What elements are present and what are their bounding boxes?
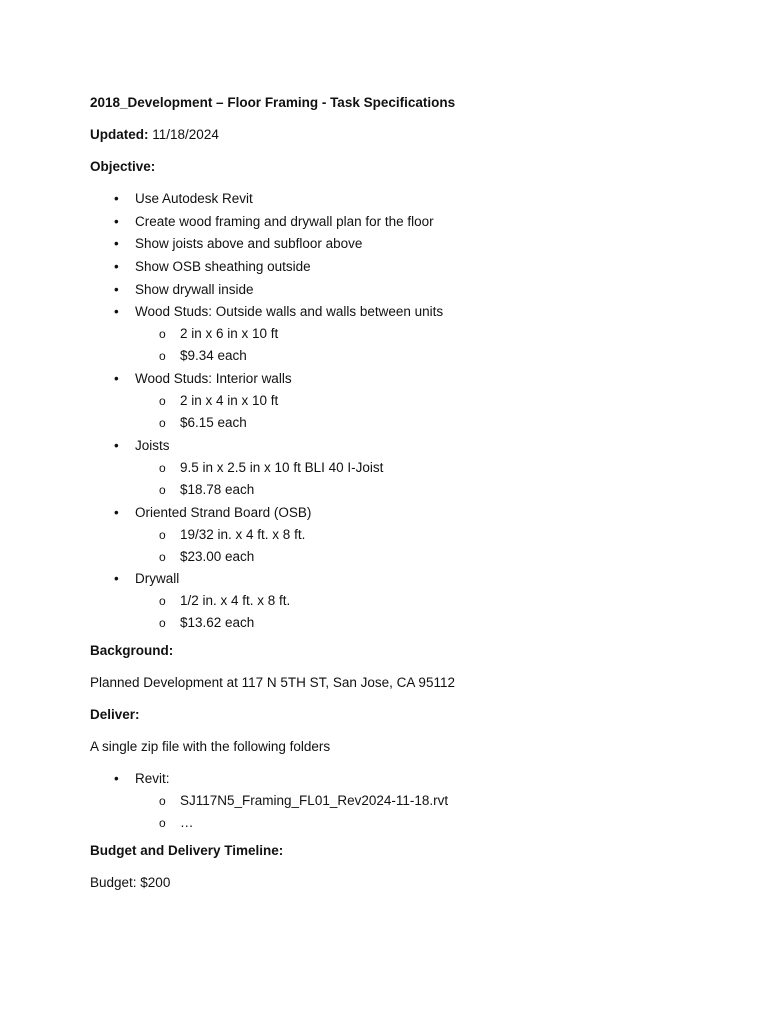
sub-list-item-text: … bbox=[180, 815, 194, 831]
bullet-icon: • bbox=[114, 371, 119, 387]
sub-list bbox=[135, 459, 690, 499]
bullet-icon: • bbox=[114, 191, 119, 206]
list-item bbox=[90, 303, 690, 365]
sub-list bbox=[135, 392, 690, 432]
deliver-heading: Deliver: bbox=[90, 707, 140, 723]
circle-bullet-icon: o bbox=[159, 594, 166, 609]
circle-bullet-icon: o bbox=[159, 460, 166, 475]
sub-list-item bbox=[135, 325, 690, 343]
background-heading: Background: bbox=[90, 643, 174, 659]
sub-list-item bbox=[135, 614, 690, 632]
sub-list-item-text: $6.15 each bbox=[180, 415, 247, 431]
document-title: 2018_Development – Floor Framing - Task Specifications bbox=[90, 95, 456, 110]
sub-list-item-text: $23.00 each bbox=[180, 548, 255, 564]
bullet-icon: • bbox=[114, 437, 119, 453]
list-item bbox=[90, 190, 690, 208]
list-item bbox=[90, 570, 690, 632]
budget-text: Budget: $200 bbox=[90, 875, 171, 891]
list-item-text: Show joists above and subfloor above bbox=[135, 236, 363, 252]
list-item bbox=[90, 370, 690, 432]
list-item bbox=[90, 504, 690, 566]
updated-date: 11/18/2024 bbox=[152, 127, 219, 142]
circle-bullet-icon: o bbox=[159, 616, 166, 631]
sub-list bbox=[135, 325, 690, 365]
sub-list-item-text: 1/2 in. x 4 ft. x 8 ft. bbox=[180, 593, 291, 609]
list-item bbox=[90, 258, 690, 276]
sub-list-item-text: $9.34 each bbox=[180, 348, 247, 364]
circle-bullet-icon: o bbox=[159, 349, 166, 364]
list-item-text: Create wood framing and drywall plan for the floor bbox=[135, 213, 434, 229]
list-item-text: Joists bbox=[135, 437, 170, 453]
circle-bullet-icon: o bbox=[159, 816, 166, 831]
list-item-text: Oriented Strand Board (OSB) bbox=[135, 504, 312, 520]
sub-list-item bbox=[135, 814, 690, 832]
sub-list bbox=[135, 526, 690, 566]
circle-bullet-icon: o bbox=[159, 327, 166, 342]
updated-line bbox=[90, 126, 690, 144]
objective-heading: Objective: bbox=[90, 159, 156, 174]
sub-list-item-text: SJ117N5_Framing_FL01_Rev2024-11-18.rvt bbox=[180, 793, 449, 809]
sub-list-item bbox=[135, 481, 690, 499]
sub-list-item bbox=[135, 592, 690, 610]
sub-list-item bbox=[135, 548, 690, 566]
sub-list-item-text: 9.5 in x 2.5 in x 10 ft BLI 40 I-Joist bbox=[180, 459, 384, 475]
bullet-icon: • bbox=[114, 281, 119, 297]
sub-list-item bbox=[135, 392, 690, 410]
circle-bullet-icon: o bbox=[159, 794, 166, 809]
list-item bbox=[90, 213, 690, 231]
objective-list bbox=[90, 190, 690, 632]
circle-bullet-icon: o bbox=[159, 549, 166, 564]
sub-list bbox=[135, 792, 690, 832]
bullet-icon: • bbox=[114, 213, 119, 229]
deliver-text: A single zip file with the following folders bbox=[90, 739, 331, 755]
list-item-text: Revit: bbox=[135, 771, 170, 787]
list-item bbox=[90, 437, 690, 499]
deliver-list bbox=[90, 770, 690, 832]
circle-bullet-icon: o bbox=[159, 482, 166, 497]
list-item-text: Show drywall inside bbox=[135, 281, 254, 297]
sub-list-item bbox=[135, 347, 690, 365]
sub-list-item-text: 2 in x 6 in x 10 ft bbox=[180, 326, 279, 342]
budget-heading: Budget and Delivery Timeline: bbox=[90, 843, 284, 859]
bullet-icon: • bbox=[114, 504, 119, 520]
sub-list-item-text: 2 in x 4 in x 10 ft bbox=[180, 393, 279, 409]
list-item-text: Use Autodesk Revit bbox=[135, 191, 253, 206]
list-item-text: Show OSB sheathing outside bbox=[135, 259, 311, 275]
list-item-text: Drywall bbox=[135, 571, 180, 587]
sub-list-item bbox=[135, 414, 690, 432]
background-text: Planned Development at 117 N 5TH ST, San Jose, CA 95112 bbox=[90, 675, 455, 691]
list-item-text: Wood Studs: Interior walls bbox=[135, 371, 292, 387]
list-item bbox=[90, 281, 690, 299]
updated-label: Updated: bbox=[90, 127, 149, 142]
bullet-icon: • bbox=[114, 771, 119, 787]
sub-list-item-text: $18.78 each bbox=[180, 481, 255, 497]
circle-bullet-icon: o bbox=[159, 394, 166, 409]
bullet-icon: • bbox=[114, 236, 119, 252]
sub-list-item-text: 19/32 in. x 4 ft. x 8 ft. bbox=[180, 526, 306, 542]
bullet-icon: • bbox=[114, 571, 119, 587]
sub-list-item bbox=[135, 526, 690, 544]
sub-list bbox=[135, 592, 690, 632]
circle-bullet-icon: o bbox=[159, 416, 166, 431]
sub-list-item bbox=[135, 792, 690, 810]
bullet-icon: • bbox=[114, 259, 119, 275]
sub-list-item bbox=[135, 459, 690, 477]
list-item-text: Wood Studs: Outside walls and walls between units bbox=[135, 304, 444, 320]
bullet-icon: • bbox=[114, 304, 119, 320]
circle-bullet-icon: o bbox=[159, 527, 166, 542]
sub-list-item-text: $13.62 each bbox=[180, 615, 255, 631]
list-item bbox=[90, 235, 690, 253]
list-item bbox=[90, 770, 690, 832]
document-body bbox=[90, 94, 690, 892]
